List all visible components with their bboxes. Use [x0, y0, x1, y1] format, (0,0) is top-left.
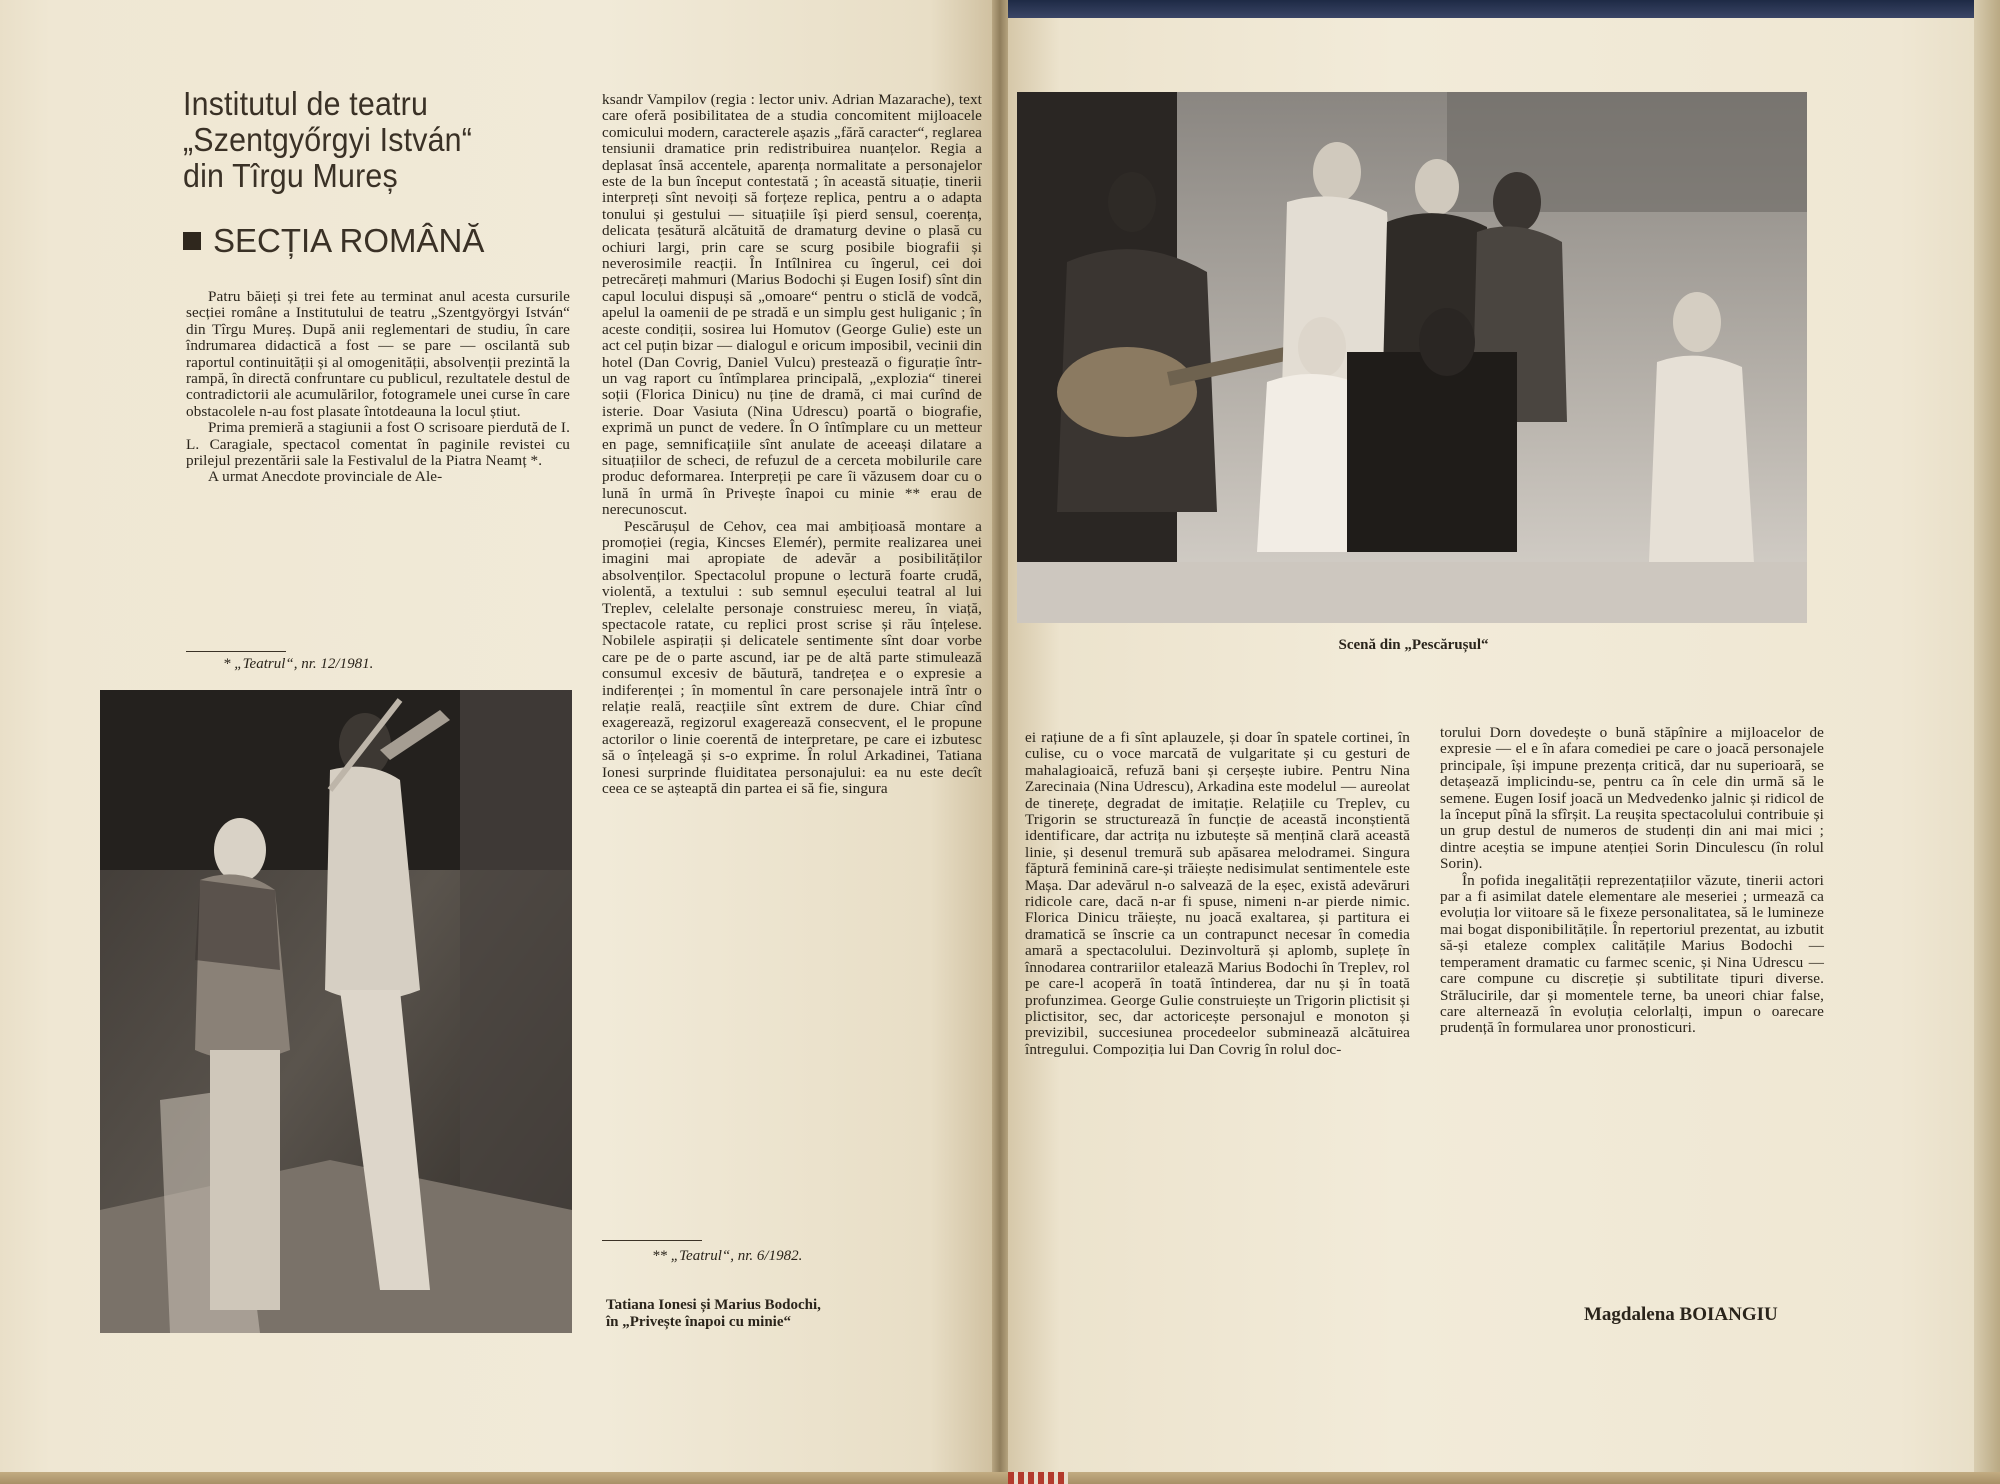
paragraph: Prima premieră a stagiunii a fost O scrisoare pierdută de I. L. Caragiale, spectacol comentat în paginile revistei cu prilejul prezentării sale la Festivalul de la Piatra Neamț *.	[186, 419, 570, 470]
photo-pescarusul	[1017, 92, 1807, 623]
bookmark-band	[1008, 1472, 1068, 1484]
article-column-1	[186, 289, 570, 486]
author-signature: Magdalena BOIANGIU	[1584, 1304, 1778, 1325]
book-bottom-edge	[0, 1472, 2000, 1484]
page-edge	[1974, 0, 2000, 1484]
section-heading: SECȚIA ROMÂNĂ	[183, 222, 484, 260]
article-column-4	[1440, 725, 1824, 1037]
paragraph: ei rațiune de a fi sînt aplauzele, și doar în spatele cortinei, în culise, cu o voce marcată de vulgaritate și cu gesturi de mahalagioaică, refuză bani și cerșește iubire. Pentru Nina Zarecinaia (Nina Udrescu), Arkadina este modelul — aureolat de tinerețe, degradat de imitație. Relațiile cu Treplev, cu Trigorin se structurează în funcție de această inconștientă identificare, dar actrița nu izbutește să mențină clară această linie, și desenul tremură sub apăsarea melodramei. Singura făptură feminină care-și trăiește nedisimulat sentimentele este Mașa. Dar adevărul n-o salvează de la eșec, există adevăruri ridicole care, dacă n-ar fi spuse, nimeni n-ar pierde nimic. Florica Dinicu trăiește, nu joacă exaltarea, și partitura ei dramatică se înscrie ca un contrapunct necesar în comedia amară a spectacolului. Dezinvoltură și aplomb, suplețe în înnodarea contrariilor etalează Marius Bodochi în Treplev, rol pe care-l acoperă în toată întinderea, dar nu și în toată profunzimea. George Gulie construiește un Trigorin plictisit și plictisitor, sec, dar actoricește personajul e monoton și previzibil, succesiunea procedeelor subminează alcătuirea întregului. Compoziția lui Dan Covrig în rolul doc-	[1025, 729, 1410, 1058]
footnote-rule	[602, 1240, 702, 1241]
footnote-rule	[186, 651, 286, 652]
paragraph: ksandr Vampilov (regia : lector univ. Adrian Mazarache), text care oferă posibilitatea de a studia concomitent mijloacele comicului modern, caracterele așazis „fără caracter“, reglarea tensiunii dramatice prin redistribuirea nuanțelor. Regia a deplasat însă accentele, aparența normalitate a personajelor este de la bun început contestată ; în această situație, tinerii interpreți sînt nevoiți să forțeze replica, pentru a o adapta tonului și gestului — situațiile își pierd sensul, coerența, delicata țesătură alcătuită de dramaturg devine o plasă cu ochiuri largi, prin care se scurg posibile biografii și neverosimile reacții. În Intîlnirea cu îngerul, cei doi petrecăreți mahmuri (Marius Bodochi și Eugen Iosif) sînt din capul locului dispuși să „omoare“ pentru o sticlă de vodcă, apelul la oamenii de pe stradă e un simplu gest huliganic ; în aceste condiții, sosirea lui Homutov (George Gulie) este un act cel puțin bizar — dialogul e oricum imposibil, vecinii din hotel (Dan Covrig, Daniel Vulcu) prestează o figurație într-un vag raport cu întîmplarea principală, „explozia“ tinerei soții (Florica Dinicu) nu ține de dramă, ci mai curînd de isterie. Doar Vasiuta (Nina Udrescu) poartă o biografie, exprimă un punct de vedere. În O întîmplare cu un metteur en page, semnificațiile sînt anulate de aceeași dilatare a situațiilor de scheci, de refuzul de a cerceta mobilurile care produc deformarea. Interpreții pe care îi văzusem doar cu o lună în urmă în Privește înapoi cu minie ** erau de nerecunoscut.	[602, 91, 982, 519]
paragraph: torului Dorn dovedește o bună stăpînire a mijloacelor de expresie — el e în afara comediei pe care o joacă personajele principale, își impune prezența critică, dar nu superioară, se detașează implicindu-se, pentru ca în cele din urmă să le semene. Eugen Iosif joacă un Medvedenko jalnic și ridicol de la început pînă la sfîrșit. La reușita spectacolului contribuie și un grup destul de numeros de studenți din ani mai mici ; dintre aceștia se impune atenției Sorin Dinculescu (în rolul Sorin).	[1440, 724, 1824, 873]
photo-caption: Scenă din „Pescărușul“	[1338, 637, 1489, 653]
photo-previous-play	[100, 690, 572, 1333]
footnote: * „Teatrul“, nr. 12/1981.	[223, 656, 374, 672]
paragraph: A urmat Anecdote provinciale de Ale-	[208, 468, 443, 486]
book-cover-edge	[1000, 0, 2000, 18]
book-spine	[992, 0, 1008, 1484]
photo-image	[1017, 92, 1807, 623]
article-column-2	[602, 92, 982, 797]
photo-image	[100, 690, 572, 1333]
square-bullet-icon	[183, 232, 201, 250]
footnote: ** „Teatrul“, nr. 6/1982.	[652, 1248, 803, 1264]
article-title: Institutul de teatru „Szentgyőrgyi István“ din Tîrgu Mureș	[183, 85, 473, 194]
paragraph: Patru băieți și trei fete au terminat anul acesta cursurile secției române a Institutului de teatru „Szentgyörgyi István“ din Tîrgu Mureș. După anii reglementari de studiu, în care îndrumarea didactică a fost — se pare — oscilantă sub raportul continuității și al omogenității, absolvenții prezintă la rampă, în directă confruntare cu publicul, rezultatele destul de contradictorii ale acumulărilor, fotogramele unei curse în care obstacolele n-au fost plasate întotdeauna la locul știut.	[186, 288, 570, 420]
paragraph: În pofida inegalității reprezentațiilor văzute, tinerii actori par a fi asimilat datele elementare ale meseriei ; urmează ca evoluția lor viitoare să le fixeze personalitatea, să le lumineze mai bogat disponibilitățile. În repertoriul prezentat, au izbutit să-și etaleze complex calitățile Marius Bodochi — temperament dramatic cu farmec scenic, și Nina Udrescu — care compune cu discreție și subtilitate tipuri diverse. Strălucirile, dar și momentele terne, ba uneori chiar false, care alternează în evoluția celorlalți, impun o oarecare prudență în formularea unor pronosticuri.	[1440, 871, 1824, 1037]
photo-caption: Tatiana Ionesi și Marius Bodochi, în „Privește înapoi cu minie“	[606, 1297, 821, 1330]
paragraph: Pescărușul de Cehov, cea mai ambițioasă montare a promoției (regia, Kincses Elemér), permite realizarea unei imagini mai apropiate de adevăr a posibilităților absolvenților. Spectacolul propune o lectură foarte crudă, violentă, a textului : sub semnul eșecului teatral al lui Treplev, celelalte personaje construiesc mereu, în viață, spectacole ratate, cu replici prost scrise și rău înțelese. Nobilele aspirații și delicatele sentimente sînt doar vorbe care pe de o parte ascund, iar pe de altă parte stimulează consumul excesiv de băutură, tandrețea e o expresie a indiferenței ; în momentul în care personajele intră într o relație reală, reacțiile sînt extrem de dure. Chiar cînd exagerează, regizorul exagerează consecvent, el le propune actorilor o linie coerentă de interpretare, pe care ei izbutesc să o înțeleagă și s-o exprime. În rolul Arkadinei, Tatiana Ionesi surprinde fluiditatea personajului: ea nu este decît ceea ce se așteaptă din partea ei să fie, singura	[602, 517, 982, 798]
article-column-3	[1025, 730, 1410, 1058]
